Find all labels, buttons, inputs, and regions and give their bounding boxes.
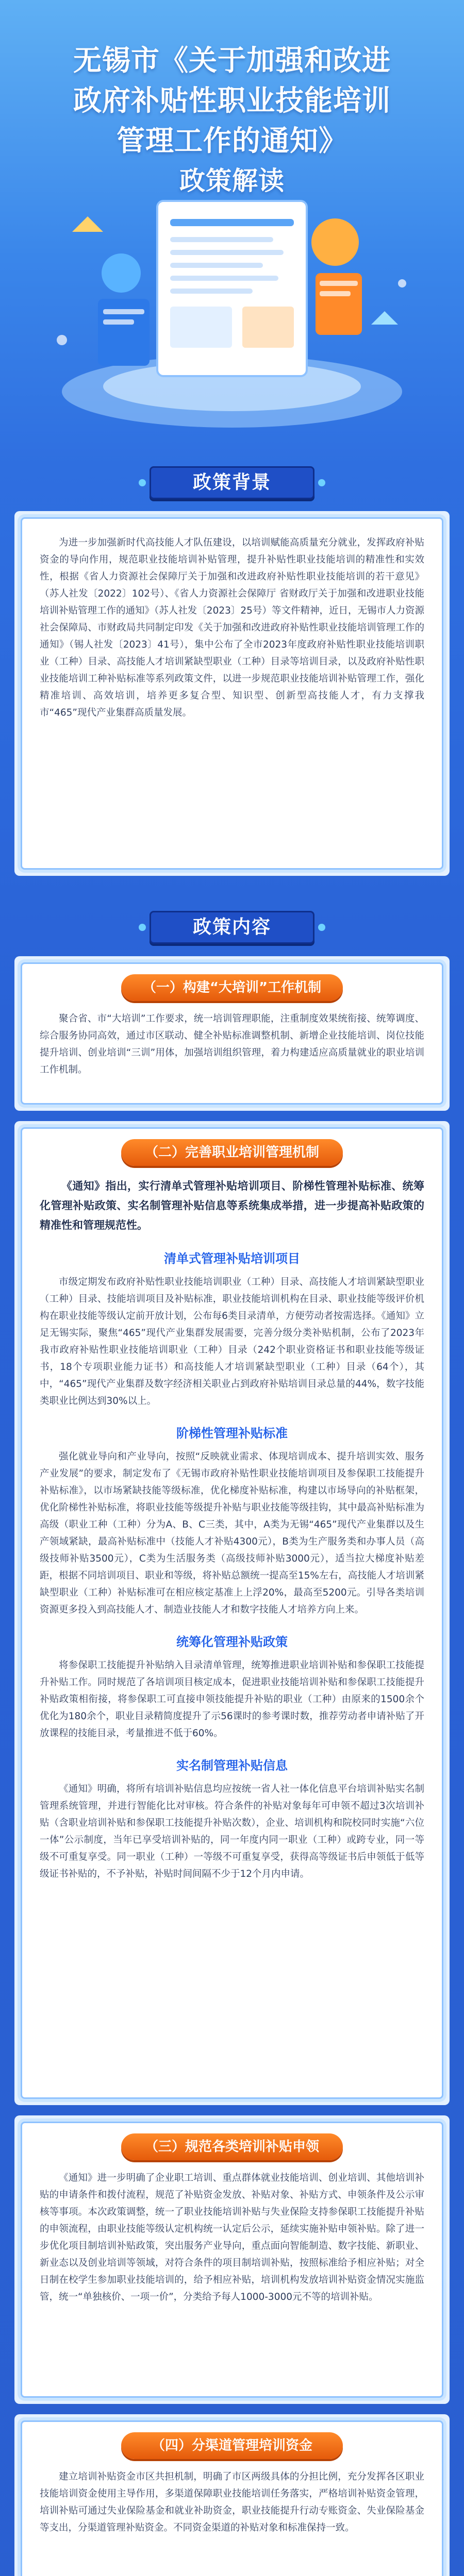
section-2-sub4-text: 《通知》明确，将所有培训补贴信息均应按统一省人社一体化信息平台培训补贴实名制管理系统管理，并进行智能化比对审核。符合条件的补贴对象每年可申领不超过3次培训补贴（含职业培训补贴和参保职工技能提升补贴次数），企业、培训机构和院校同时实施“六位一体”公示制度，当年已享受培训补贴的，同一年度内同一职业（工种）或跨专业，同一等级不可重复享受。同一职业（工种）一等级不可重复享受，获得高等级证书后申领低于低等级证书补贴的，不予补贴，补贴时间间隔不少于12个月内申请。: [40, 1784, 424, 1879]
section-4-panel: [21, 2420, 443, 2576]
section-3-title: （三）规范各类培训补贴申领: [121, 2133, 343, 2160]
section-heading-background: 政策背景: [150, 466, 314, 499]
hero-title-line: 政策解读: [179, 166, 285, 196]
section-2-sub1-title: 清单式管理补贴培训项目: [164, 1251, 300, 1266]
section-3-text: 《通知》进一步明确了企业职工培训、重点群体就业技能培训、创业培训、其他培训补贴的申请条件和拨付流程，规范了补贴资金发放、补贴对象、补贴方式、申领条件及公示审核等事项。本次政策调整，统一了职业技能培训补贴与失业保险支持参保职工技能提升补贴的申领流程，由职业技能等级认定机构统一认定后公示，延续实施补贴申领补贴。除了进一步优化项目制培训补贴政策，突出服务产业导向，重点面向智能制造、数字技能、新职业、新业态以及创业培训等领域，对符合条件的项目制培训补贴，按照标准给予相应补贴；对全日制在校学生参加职业技能培训的，给予相应补贴，培训机构发放培训补贴资金情况实施监管，统一“单独核价、一项一价”，分类给予每人1000-3000元不等的培训补贴。: [40, 2173, 424, 2302]
section-1-title: （一）构建“大培训”工作机制: [121, 974, 343, 1001]
section-2-title: （二）完善职业培训管理机制: [121, 1139, 343, 1166]
background-paragraph: 为进一步加强新时代高技能人才队伍建设，以培训赋能高质量充分就业，发挥政府补贴资金的导向作用，规范职业技能培训补贴管理，提升补贴性职业技能培训的精准性和实效性，根据《省人力资源社会保障厅关于加强和改进政府补贴性职业技能培训的若干意见》（苏人社发〔2022〕102号）、《省人力资源社会保障厅 省财政厅关于加强和改进职业技能培训补贴管理工作的通知》（苏人社发〔2023〕25号）等文件精神，近日，无锡市人力资源社会保障局、市财政局共同制定印发《关于加强和改进政府补贴性职业技能培训管理工作的通知》（锡人社发〔2023〕41号），集中公布了全市2023年度政府补贴性职业技能培训职业（工种）目录、高技能人才培训紧缺型职业（工种）目录等培训目录，以及政府补贴性职业技能培训工种补贴标准等系列政策文件，以进一步规范职业技能培训补贴管理工作，强化精准培训、高效培训，培养更多复合型、知识型、创新型高技能人才，有力支撑我市“465”现代产业集群高质量发展。: [40, 537, 424, 718]
section-4-text: 建立培训补贴资金市区共担机制，明确了市区两级具体的分担比例，充分发挥各区职业技能培训资金使用主导作用，多渠道保障职业技能培训任务落实，严格培训补贴资金管理，培训补贴可通过失业保险基金和就业补助资金，职业技能提升行动专账资金、失业保险基金等支出，分渠道管理补贴资金。不同资金渠道的补贴对象和标准保持一致。: [40, 2471, 424, 2533]
hero-title-line: 无锡市《关于加强和改进: [73, 44, 391, 77]
section-1-text: 聚合省、市“大培训”工作要求，统一培训管理职能，注重制度效果统衔接、统筹调度、综合服务协同高效，通过市区联动、健全补贴标准调整机制、新增企业技能培训、岗位技能提升培训、创业培训“三训”用体，加强培训组织管理，着力构建适应高质量就业的职业培训工作机制。: [40, 1013, 424, 1075]
section-2-sub4-title: 实名制管理补贴信息: [176, 1758, 288, 1773]
section-2-sub3-title: 统筹化管理补贴政策: [176, 1635, 288, 1649]
section-2-sub1-text: 市级定期发布政府补贴性职业技能培训职业（工种）目录、高技能人才培训紧缺型职业（工种）目录、技能培训项目及补贴标准，职业技能培训机构在目录、职业技能等级评价机构在职业技能等级认定前开放计划，公布每6类目录清单，方便劳动者按需选择。《通知》立足无锡实际，聚焦“465”现代产业集群发展需要，完善分级分类补贴机制，公布了2023年我市政府补贴性职业技能培训职业（工种）目录（242个职业资格证书和职业技能等级证书，18个专项职业能力证书）和高技能人才培训紧缺型职业（工种）目录（64个），其中，“465”现代产业集群及数字经济相关职业占到政府补贴培训目录总量的44%，数字技能类职业比例达到30%以上。: [40, 1277, 424, 1406]
section-2-lead: 《通知》指出，实行清单式管理补贴培训项目、阶梯性管理补贴标准、统筹化管理补贴政策、实名制管理补贴信息等系统集成举措，进一步提高补贴政策的精准性和管理规范性。: [40, 1180, 424, 1231]
hero-title-line: 管理工作的通知》: [116, 124, 347, 157]
section-2-sub3-text: 将参保职工技能提升补贴纳入目录清单管理，统筹推进职业培训补贴和参保职工技能提升补贴工作。同时规范了各培训项目核定成本，促进职业技能培训补贴和参保职工技能提升补贴政策相衔接，将参保职工可直接申领技能提升补贴的职业（工种）由原来的1500余个优化为180余个，职业目录精简度提升了示56课时的参考课时数，推荐劳动者申请补贴了开放课程的技能目录，考量推进不低于60%。: [40, 1660, 424, 1739]
section-3-panel: [21, 2122, 443, 2398]
hero-title-line: 政府补贴性职业技能培训: [73, 84, 391, 117]
section-1-panel: [21, 962, 443, 1105]
hero-illustration: [0, 170, 464, 459]
background-panel: [21, 517, 443, 870]
section-2-panel: [21, 1127, 443, 2099]
section-heading-content: 政策内容: [150, 911, 314, 944]
hero-banner: [0, 0, 464, 464]
section-4-title: （四）分渠道管理培训资金: [121, 2432, 343, 2459]
section-2-sub2-text: 强化就业导向和产业导向，按照“反映就业需求、体现培训成本、提升培训实效、服务产业发展”的要求，制定发布了《无锡市政府补贴性职业技能培训项目及参保职工技能提升补贴标准》，以市场紧缺技能等级标准，优化梯度补贴标准，构建以市场导向的补贴框架，优化阶梯性补贴标准，将职业技能等级提升补贴与职业技能等级挂钩，其中最高补贴标准为高级（职业工种（工种）分为A、B、C三类，其中，A类为无锡“465”现代产业集群以及生产领域紧缺，最高补贴标准中（技能人才补贴4300元），B类为生产服务类和办事人员（高级技师补贴3500元），C类为生活服务类（高级技师补贴3000元），适当拉大梯度补贴差距，根据不同培训项目、职业和等级，将补贴总额统一提高至15%左右，高技能人才培训紧缺型职业（工种）补贴标准可在相应核定基准上上浮20%，最高至5200元。引导各类培训资源更多投入到高技能人才、制造业技能人才和数字技能人才培养方向上来。: [40, 1451, 424, 1615]
section-2-sub2-title: 阶梯性管理补贴标准: [176, 1426, 288, 1440]
